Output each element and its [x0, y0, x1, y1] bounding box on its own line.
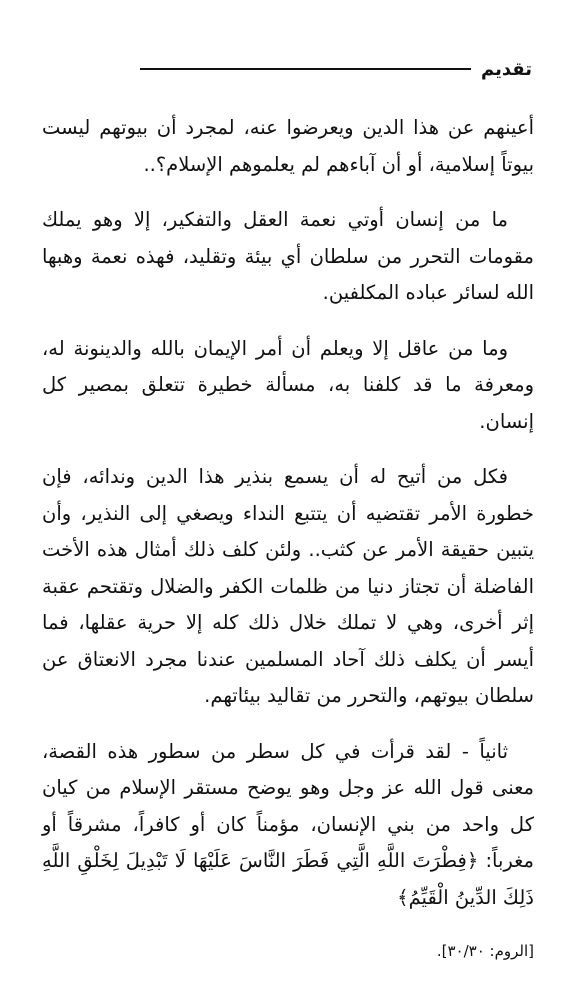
body-text	[42, 110, 534, 935]
paragraph-5-text: ثانياً - لقد قرأت في كل سطر من سطور هذه القصة، معنى قول الله عز وجل وهو يوضح مستقر الإسلام من كيان كل واحد من بني الإنسان، مؤمناً كان أو كافراً، مشرقاً أو مغرباً:	[42, 739, 535, 872]
page-header	[140, 54, 532, 84]
paragraph-5	[42, 734, 534, 917]
paragraph-4: فكل من أتيح له أن يسمع بنذير هذا الدين وندائه، فإن خطورة الأمر تقتضيه أن يتتبع النداء ويصغي إلى النذير، وأن يتبين حقيقة الأمر عن كثب.. ولئن كلف ذلك أمثال هذه الأخت الفاضلة أن تجتاز دنيا من ظلمات الكفر والضلال وتقتحم عقبة إثر أخرى، وهي لا تملك خلال ذلك كله إلا حرية عقلها، فما أيسر أن يكلف ذلك آحاد المسلمين عندنا مجرد الانعتاق عن سلطان بيوتهم، والتحرر من تقاليد بيئاتهم.	[42, 465, 534, 707]
quran-verse: ﴿فِطْرَتَ اللَّهِ الَّتِي فَطَرَ النَّاسَ عَلَيْهَا لَا تَبْدِيلَ لِخَلْقِ اللَّهِ ذَلِكَ الدِّينُ الْقَيِّمُ﴾	[42, 849, 534, 909]
page-title: تقديم	[481, 58, 532, 80]
header-rule	[140, 68, 471, 70]
verse-citation: [الروم: ٣٠/٣٠].	[436, 942, 534, 960]
paragraph-2: ما من إنسان أوتي نعمة العقل والتفكير، إلا وهو يملك مقومات التحرر من سلطان أي بيئة وتقليد، فهذه نعمة وهبها الله لسائر عباده المكلفين.	[42, 208, 534, 304]
paragraph-3: وما من عاقل إلا ويعلم أن أمر الإيمان بالله والدينونة له، ومعرفة ما قد كلفنا به، مسألة خطيرة تتعلق بمصير كل إنسان.	[42, 336, 534, 433]
paragraph-1: أعينهم عن هذا الدين ويعرضوا عنه، لمجرد أن بيوتهم ليست بيوتاً إسلامية، أو أن آباءهم لم يعلموهم الإسلام؟..	[42, 116, 534, 176]
